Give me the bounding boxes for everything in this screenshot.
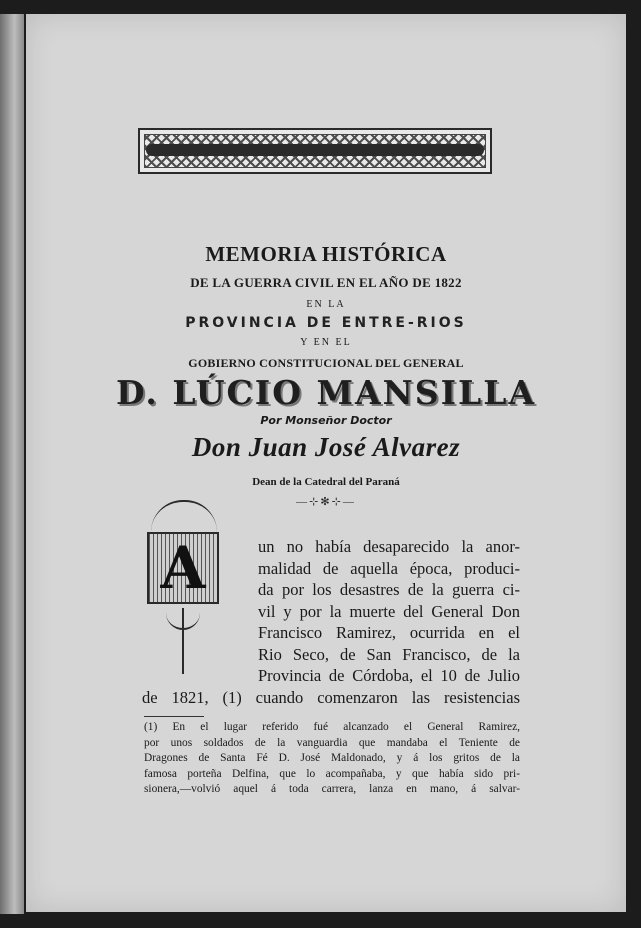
footnote-line: por unos soldados de la vanguardia que mandaba el Teniente de: [144, 736, 520, 749]
page-subtitle: DE LA GUERRA CIVIL EN EL AÑO DE 1822: [190, 275, 462, 290]
general-name: D. LÚCIO MANSILLA: [115, 373, 537, 412]
initial-letter: A: [160, 534, 206, 602]
body-line: vil y por la muerte del General Don: [258, 601, 520, 621]
province-heading: PROVINCIA DE ENTRE-RIOS: [185, 315, 467, 331]
body-line: da por los desastres de la guerra ci-: [258, 580, 520, 599]
initial-stem-ornament: [182, 608, 184, 674]
ornamental-divider: —⊹✻⊹—: [296, 496, 356, 508]
government-heading: GOBIERNO CONSTITUCIONAL DEL GENERAL: [188, 356, 464, 370]
body-line: un no había desaparecido la anor-: [258, 537, 520, 556]
footnote-line: Dragones de Santa Fé D. José Maldonado, y á los gritos de la: [144, 752, 520, 764]
footnote-rule: [144, 716, 204, 717]
author-title: Dean de la Catedral del Paraná: [252, 476, 400, 488]
connector-en-la: EN LA: [306, 299, 346, 310]
body-paragraph: [142, 536, 520, 708]
footnote-line: famosa porteña Delfina, que lo acompañaba, y que había sido pri-: [144, 767, 520, 780]
book-page: [26, 14, 626, 912]
author-name: Don Juan José Alvarez: [191, 432, 461, 462]
body-line: Francisco Ramirez, ocurrida en el: [258, 623, 520, 642]
initial-letter-box: [147, 532, 219, 604]
body-line: Provincia de Córdoba, el 10 de Julio: [258, 666, 520, 685]
initial-top-ornament: [151, 500, 217, 532]
footnote-line: sionera,—volvió aquel á toda carrera, lanza en mano, á salvar-: [144, 783, 520, 795]
body-line: malidad de aquella época, produci-: [258, 558, 520, 578]
ornamental-banner: [138, 128, 492, 174]
body-line: Rio Seco, de San Francisco, de la: [258, 644, 520, 664]
body-line: de 1821, (1) cuando comenzaron las resistencias: [142, 687, 520, 707]
footnote: [144, 720, 520, 798]
page-title: MEMORIA HISTÓRICA: [205, 242, 447, 266]
book-spine: [0, 14, 24, 914]
connector-y-en-el: Y EN EL: [300, 337, 352, 348]
banner-scroll-band: [146, 144, 484, 156]
author-prefix: Por Monseñor Doctor: [260, 414, 392, 427]
decorated-initial: [141, 500, 227, 680]
footnote-line: (1) En el lugar referido fué alcanzado el General Ramirez,: [144, 721, 520, 733]
